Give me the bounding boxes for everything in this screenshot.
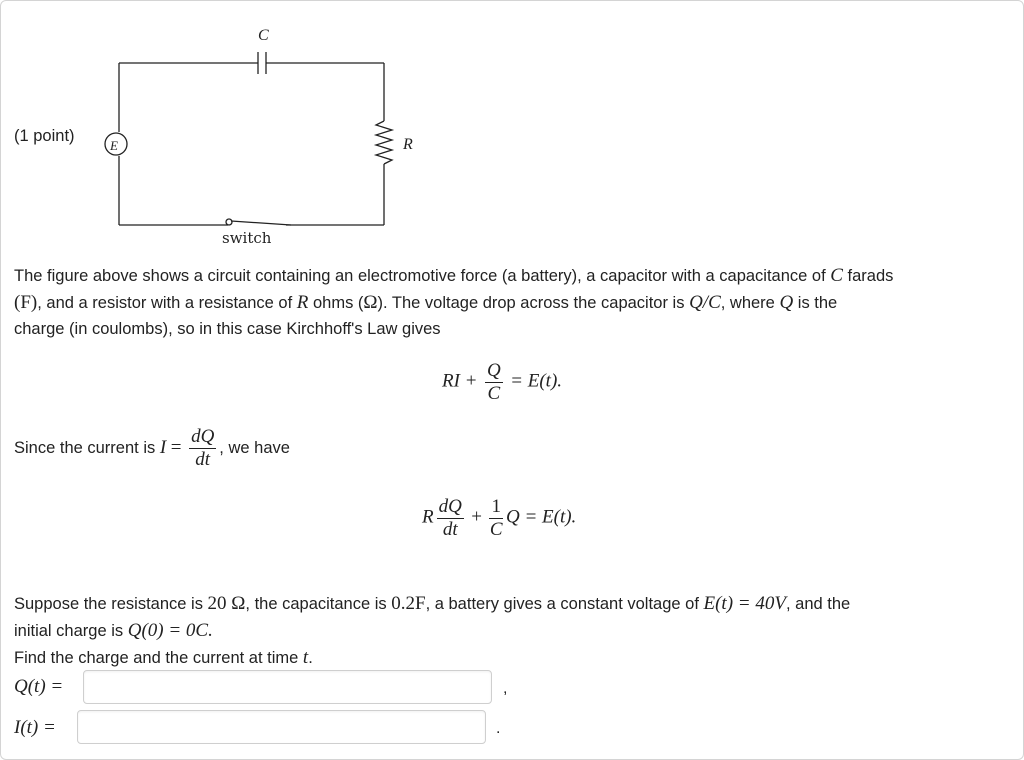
points-label: (1 point): [14, 127, 75, 145]
intro-line-3: charge (in coulombs), so in this case Kirchhoff's Law gives: [14, 320, 441, 338]
fraction-dq-dt-2: $\frac{dQ}{dt}$: [438, 496, 462, 540]
charge-answer-input[interactable]: [83, 670, 492, 704]
differential-equation: R $\frac{dQ}{dt}$ + $\frac{1}{C}$ Q = E(t).: [422, 496, 577, 540]
fraction-dq-dt: $\frac{dQ}{dt}$: [191, 426, 215, 470]
fraction-q-over-c: $\frac{Q}{C}$: [486, 360, 501, 404]
kirchhoff-equation: RI + $\frac{Q}{C}$ = E(t).: [442, 360, 563, 404]
current-label: I(t) =: [14, 717, 56, 738]
switch-lever: [231, 221, 291, 225]
current-answer-period: .: [496, 720, 501, 737]
intro-line-1: The figure above shows a circuit containing an electromotive force (a battery), a capacitor with a capacitance of C farads: [14, 265, 894, 286]
charge-label: Q(t) =: [14, 676, 64, 697]
current-definition: Since the current is I = $\frac{dQ}{dt}$ , we have: [14, 426, 290, 470]
capacitor-label: C: [258, 27, 269, 44]
switch-pivot-icon: [226, 219, 232, 225]
suppose-line-1: Suppose the resistance is 20 Ω, the capacitance is 0.2F, a battery gives a constant voltage of E(t) = 40V, and the: [14, 593, 851, 614]
resistor-label: R: [403, 136, 413, 153]
circuit-diagram: [86, 13, 440, 261]
charge-answer-comma: ,: [503, 680, 508, 697]
fraction-1-over-c: $\frac{1}{C}$: [489, 496, 503, 540]
switch-label: switch: [222, 229, 272, 247]
find-line: Find the charge and the current at time t.: [14, 647, 313, 668]
circuit-figure: [86, 13, 440, 261]
battery-label: E: [110, 138, 118, 153]
current-answer-input[interactable]: [77, 710, 486, 744]
intro-line-2: (F), and a resistor with a resistance of R ohms (Ω). The voltage drop across the capacitor is Q/C, where Q is the: [14, 292, 838, 313]
suppose-line-2: initial charge is Q(0) = 0C.: [14, 620, 213, 641]
resistor-icon: [376, 121, 392, 164]
